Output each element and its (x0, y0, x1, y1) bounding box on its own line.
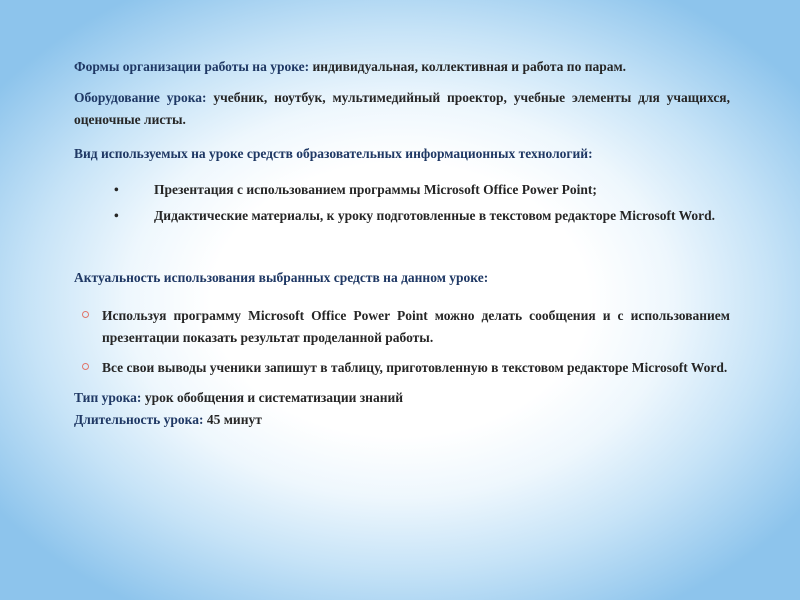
list-item (102, 357, 730, 379)
forms-paragraph (74, 56, 730, 78)
duration-text: 45 минут (206, 412, 262, 427)
technology-item-text: Дидактические материалы, к уроку подготовленные в текстовом редакторе Microsoft Word. (154, 208, 715, 223)
list-item (114, 205, 730, 227)
technologies-list (74, 179, 730, 227)
technologies-heading: Вид используемых на уроке средств образовательных информационных технологий: (74, 146, 593, 161)
duration-label: Длительность урока: (74, 412, 204, 427)
forms-text: индивидуальная, коллективная и работа по парам. (312, 59, 627, 74)
lesson-type-paragraph (74, 387, 730, 409)
slide-content (74, 56, 730, 431)
relevance-heading: Актуальность использования выбранных средств на данном уроке: (74, 270, 489, 285)
technology-item-text: Презентация с использованием программы Microsoft Office Power Point; (154, 182, 597, 197)
equipment-paragraph (74, 87, 730, 131)
lesson-type-label: Тип урока: (74, 390, 142, 405)
list-item (102, 305, 730, 349)
relevance-item-text: Используя программу Microsoft Office Power Point можно делать сообщения и с использованием презентации показать результат проделанной работы. (102, 308, 730, 345)
lesson-type-text: урок обобщения и систематизации знаний (144, 390, 404, 405)
bullet-icon: • (114, 208, 119, 223)
relevance-item-text: Все свои выводы ученики запишут в таблицу, приготовленную в текстовом редакторе Microsoft Word. (102, 360, 728, 375)
forms-label: Формы организации работы на уроке: (74, 59, 310, 74)
duration-paragraph (74, 409, 730, 431)
ring-bullet-icon (82, 363, 89, 370)
ring-bullet-icon (82, 311, 89, 318)
relevance-list (74, 305, 730, 379)
equipment-text: учебник, ноутбук, мультимедийный проектор, учебные элементы для учащихся, оценочные листы. (74, 90, 730, 127)
list-item (114, 179, 730, 201)
equipment-label: Оборудование урока: (74, 90, 207, 105)
bullet-icon: • (114, 182, 119, 197)
